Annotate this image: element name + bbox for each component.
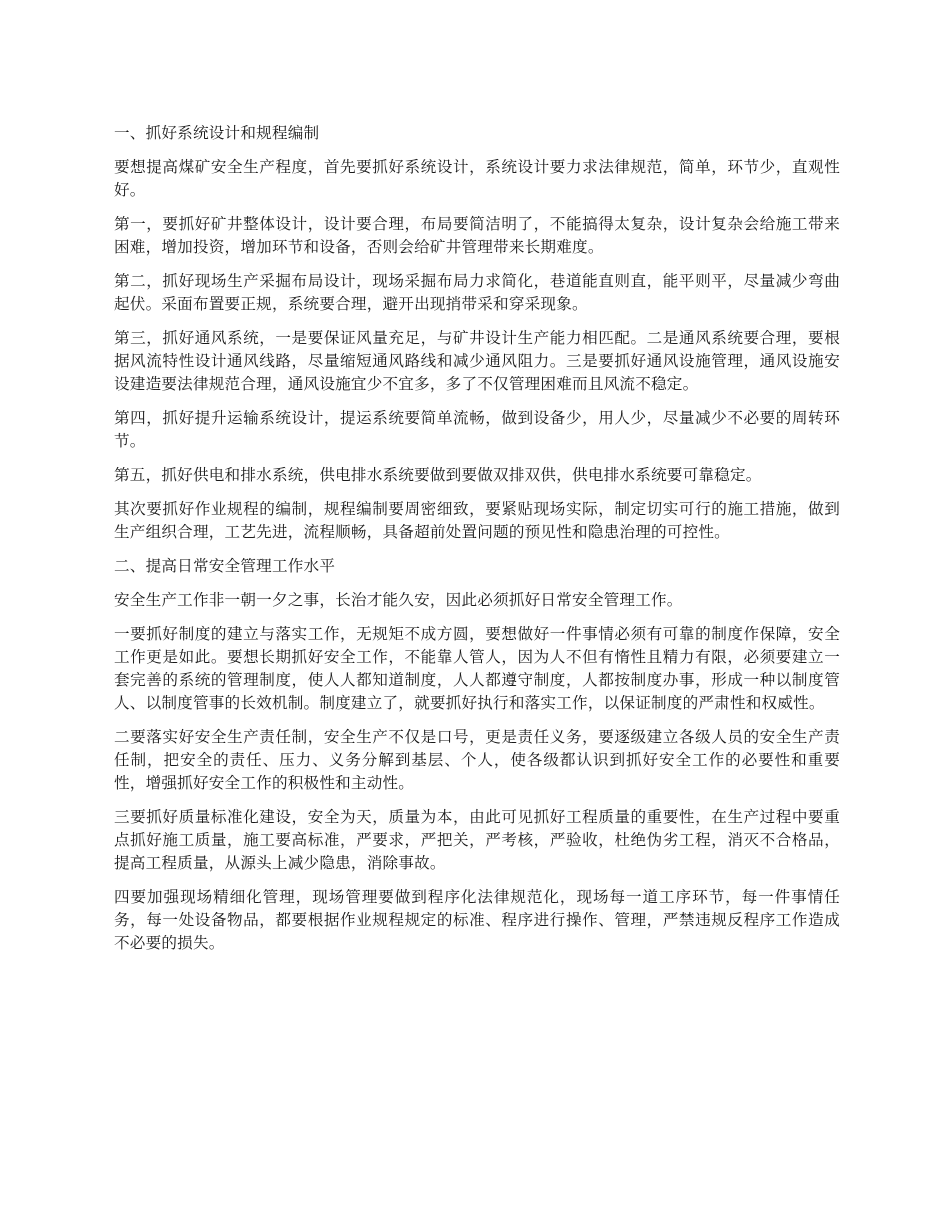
paragraph: 一要抓好制度的建立与落实工作，无规矩不成方圆，要想做好一件事情必须有可靠的制度作保障，安全工作更是如此。要想长期抓好安全工作，不能靠人管人，因为人不但有惰性且精力有限，必须要建立一套完善的系统的管理制度，使人人都知道制度，人人都遵守制度，人都按制度办事，形成一种以制度管人、以制度管事的长效机制。制度建立了，就要抓好执行和落实工作，以保证制度的严肃性和权威性。 bbox=[114, 625, 840, 712]
paragraph: 安全生产工作非一朝一夕之事，长治才能久安，因此必须抓好日常安全管理工作。 bbox=[114, 591, 683, 609]
paragraph: 二要落实好安全生产责任制，安全生产不仅是口号，更是责任义务，要逐级建立各级人员的安全生产责任制，把安全的责任、压力、义务分解到基层、个人，使各级都认识到抓好安全工作的必要性和重要性，增强抓好安全工作的积极性和主动性。 bbox=[114, 728, 840, 792]
paragraph: 四要加强现场精细化管理，现场管理要做到程序化法律规范化，现场每一道工序环节，每一件事情任务，每一处设备物品，都要根据作业规程规定的标准、程序进行操作、管理，严禁违规反程序工作造成不必要的损失。 bbox=[114, 888, 840, 952]
paragraph: 第五，抓好供电和排水系统，供电排水系统要做到要做双排双供，供电排水系统要可靠稳定。 bbox=[114, 466, 762, 484]
paragraph: 其次要抓好作业规程的编制，规程编制要周密细致，要紧贴现场实际，制定切实可行的施工措施，做到生产组织合理，工艺先进，流程顺畅，具备超前处置问题的预见性和隐患治理的可控性。 bbox=[114, 500, 840, 541]
paragraph: 第一，要抓好矿井整体设计，设计要合理，布局要简洁明了，不能搞得太复杂，设计复杂会给施工带来困难，增加投资，增加环节和设备，否则会给矿井管理带来长期难度。 bbox=[114, 215, 840, 256]
paragraph: 第三，抓好通风系统，一是要保证风量充足，与矿井设计生产能力相匹配。二是通风系统要合理，要根据风流特性设计通风线路，尽量缩短通风路线和减少通风阻力。三是要抓好通风设施管理，通风设施安设建造要法律规范合理，通风设施宜少不宜多，多了不仅管理困难而且风流不稳定。 bbox=[114, 329, 840, 393]
paragraph: 第四，抓好提升运输系统设计，提运系统要简单流畅，做到设备少，用人少，尽量减少不必要的周转环节。 bbox=[114, 409, 840, 450]
paragraph: 要想提高煤矿安全生产程度，首先要抓好系统设计，系统设计要力求法律规范，简单，环节少，直观性好。 bbox=[114, 158, 840, 199]
paragraph: 第二，抓好现场生产采掘布局设计，现场采掘布局力求简化，巷道能直则直，能平则平，尽量减少弯曲起伏。采面布置要正规，系统要合理，避开出现捎带采和穿采现象。 bbox=[114, 272, 840, 313]
document-page bbox=[114, 122, 840, 966]
paragraph: 三要抓好质量标准化建设，安全为天，质量为本，由此可见抓好工程质量的重要性，在生产过程中要重点抓好施工质量，施工要高标准，严要求，严把关，严考核，严验收，杜绝伪劣工程，消灭不合格品，提高工程质量，从源头上减少隐患，消除事故。 bbox=[114, 808, 840, 872]
section-heading-2: 二、提高日常安全管理工作水平 bbox=[114, 557, 336, 575]
section-heading-1: 一、抓好系统设计和规程编制 bbox=[114, 124, 320, 142]
